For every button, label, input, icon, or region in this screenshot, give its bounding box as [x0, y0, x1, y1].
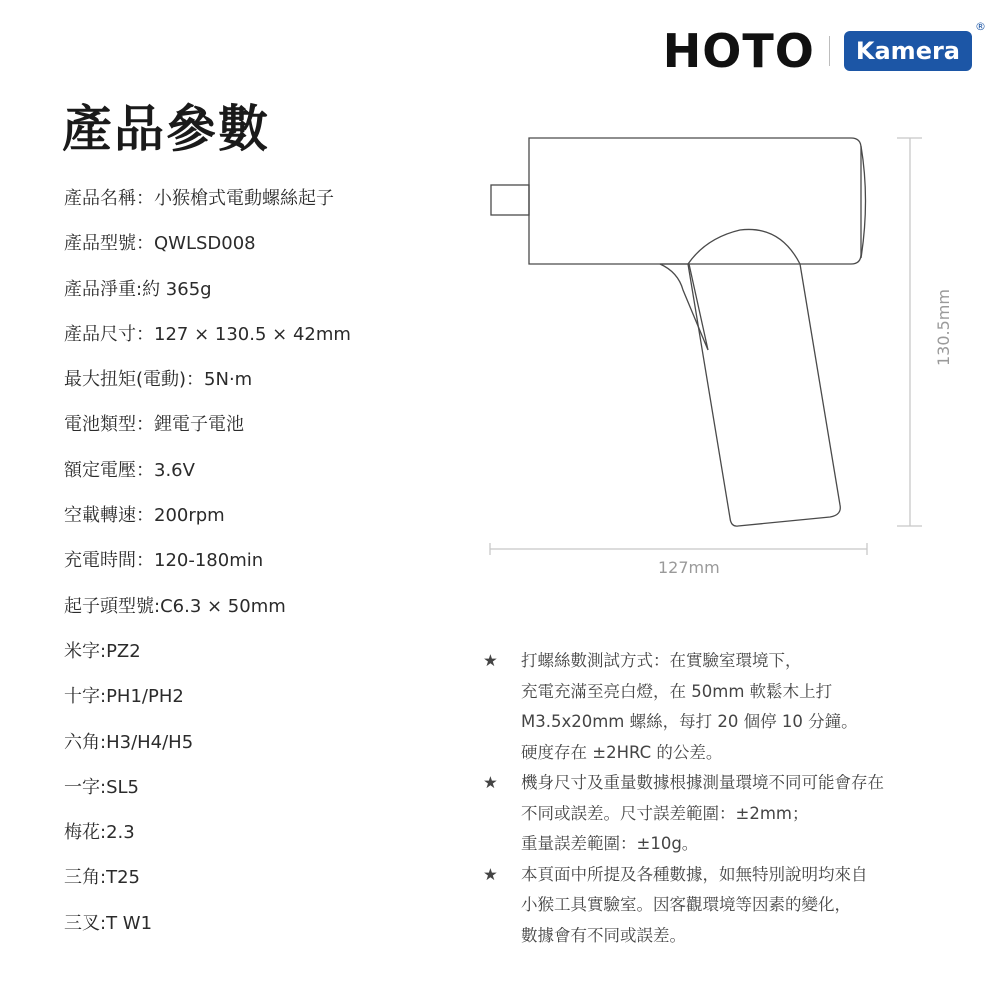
barrel-outline — [529, 138, 861, 264]
spec-row — [64, 459, 351, 507]
spec-key: 一字: — [64, 776, 107, 798]
spec-key: 產品名稱： — [64, 188, 154, 209]
star-icon: ★ — [483, 864, 498, 884]
spec-key: 起子頭型號: — [64, 595, 161, 617]
spec-value: 200rpm — [154, 505, 225, 527]
note-item — [480, 860, 940, 952]
star-icon: ★ — [483, 773, 498, 792]
spec-list — [64, 190, 351, 960]
spec-value: 127 × 130.5 × 42mm — [154, 323, 351, 345]
spec-value: PH1/PH2 — [106, 686, 184, 708]
logo-bar — [662, 20, 986, 78]
spec-key: 產品尺寸： — [64, 323, 154, 345]
spec-row — [64, 371, 351, 416]
rear-cap-outline — [861, 146, 866, 258]
spec-row — [64, 776, 351, 824]
spec-row — [64, 552, 351, 597]
spec-row — [64, 507, 351, 552]
notes-list — [480, 646, 940, 951]
registered-mark: ® — [975, 20, 986, 33]
page-title: 產品參數 — [62, 100, 270, 158]
spec-row — [64, 323, 351, 371]
spec-key: 三角: — [64, 867, 107, 889]
spec-value: T W1 — [106, 912, 153, 934]
note-line: 數據會有不同或誤差。 — [521, 925, 686, 945]
note-line: 充電充滿至亮白燈，在 50mm 軟鬆木上打 — [521, 681, 833, 701]
note-line: 機身尺寸及重量數據根據測量環境不同可能會存在 — [521, 773, 884, 792]
grip-outline — [688, 229, 840, 526]
spec-row — [64, 912, 351, 960]
spec-row — [64, 824, 351, 869]
spec-value: T25 — [106, 867, 140, 889]
spec-value: 120-180min — [154, 550, 264, 572]
note-line: 重量誤差範圍：±10g。 — [521, 834, 699, 853]
screwdriver-outline-diagram — [480, 125, 940, 595]
kamera-logo — [844, 20, 986, 71]
spec-row — [64, 688, 351, 733]
spec-key: 額定電壓： — [64, 459, 154, 481]
spec-value: 鋰電子電池 — [154, 414, 244, 436]
spec-row — [64, 595, 351, 643]
trigger-outline — [660, 264, 708, 350]
note-item — [480, 646, 940, 768]
spec-value: 約 365g — [142, 278, 212, 300]
hoto-logo: HOTO — [662, 24, 815, 78]
kamera-logo-text: Kamera — [855, 37, 960, 65]
spec-key: 充電時間： — [64, 550, 154, 572]
note-line: 硬度存在 ±2HRC 的公差。 — [521, 742, 723, 762]
spec-key: 產品型號： — [64, 233, 154, 255]
spec-key: 空載轉速： — [64, 505, 154, 527]
logo-divider — [829, 36, 830, 66]
spec-key: 六角: — [64, 731, 107, 753]
spec-value: H3/H4/H5 — [106, 731, 194, 753]
spec-value: C6.3 × 50mm — [160, 595, 286, 617]
spec-key: 最大扭矩(電動)： — [64, 369, 205, 391]
width-dimension-label: 127mm — [658, 558, 720, 577]
spec-value: 小猴槍式電動螺絲起子 — [154, 188, 334, 209]
spec-key: 梅花: — [64, 822, 107, 844]
spec-key: 十字: — [64, 686, 107, 708]
spec-key: 電池類型： — [64, 414, 154, 436]
spec-row — [64, 278, 351, 326]
spec-value: 3.6V — [154, 459, 195, 481]
note-item — [480, 768, 940, 860]
height-dimension-label: 130.5mm — [933, 289, 953, 366]
spec-row — [64, 640, 351, 688]
note-line: 不同或誤差。尺寸誤差範圍：±2mm； — [521, 803, 809, 823]
spec-key: 米字: — [64, 640, 107, 662]
spec-value: SL5 — [106, 776, 139, 798]
spec-key: 產品淨重: — [64, 278, 143, 300]
spec-value: QWLSD008 — [154, 233, 256, 255]
note-line: 本頁面中所提及各種數據，如無特別說明均來自 — [521, 864, 868, 884]
note-line: M3.5x20mm 螺絲，每打 20 個停 10 分鐘。 — [521, 712, 858, 731]
note-line: 小猴工具實驗室。因客觀環境等因素的變化， — [521, 895, 851, 914]
spec-value: 5N·m — [204, 369, 253, 391]
spec-row — [64, 731, 351, 779]
spec-row — [64, 416, 351, 461]
spec-row — [64, 869, 351, 914]
note-line: 打螺絲數測試方式：在實驗室環境下， — [521, 651, 802, 670]
spec-value: PZ2 — [106, 640, 141, 662]
spec-row — [64, 190, 351, 235]
spec-row — [64, 235, 351, 280]
spec-key: 三叉: — [64, 912, 107, 934]
spec-value: 2.3 — [106, 822, 135, 844]
star-icon: ★ — [483, 651, 498, 670]
bit-holder-outline — [491, 185, 529, 215]
